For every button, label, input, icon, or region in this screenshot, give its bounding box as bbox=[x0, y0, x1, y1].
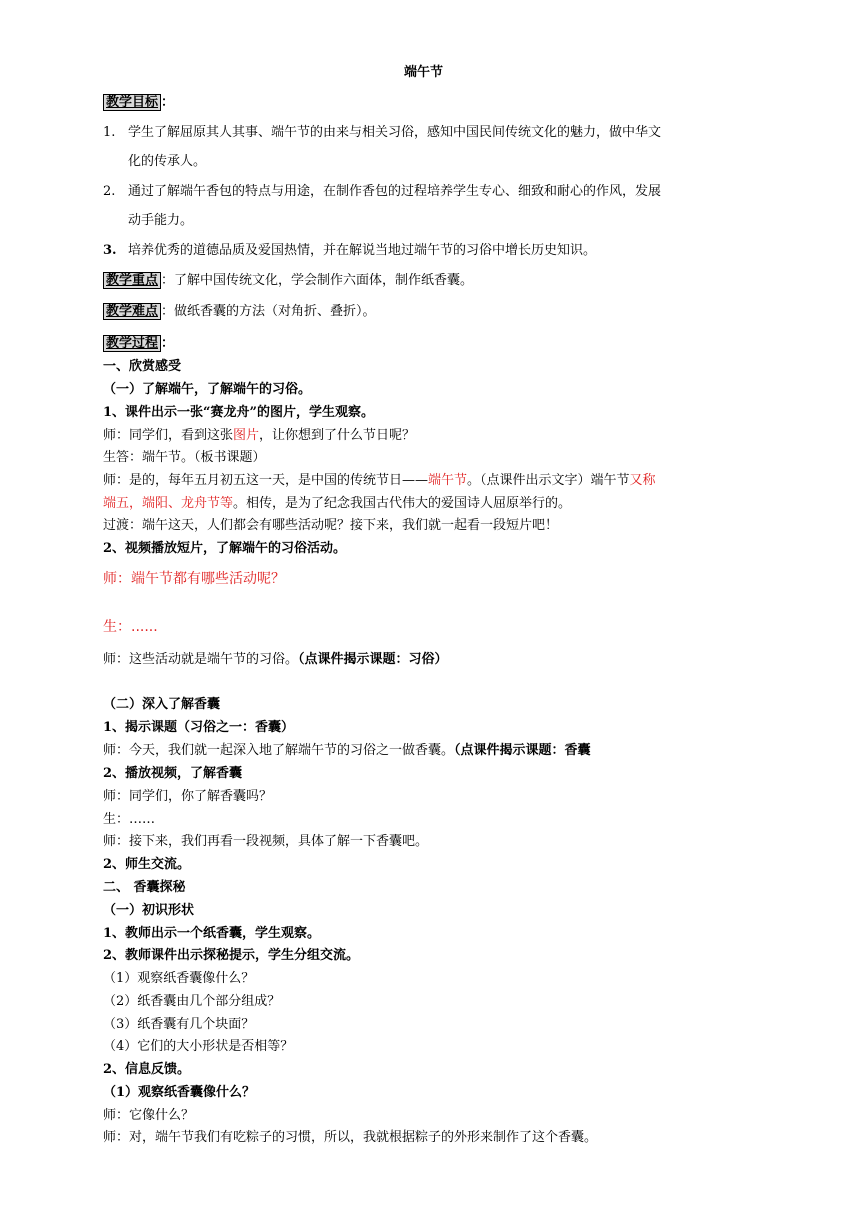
objective-1-line1: 学生了解屈原其人其事、端午节的由来与相关习俗，感知中国民间传统文化的魅力，做中华文 bbox=[128, 125, 662, 140]
difficulty-label: 教学难点 bbox=[103, 303, 161, 320]
key-point-text: ：了解中国传统文化，学会制作六面体，制作纸香囊。 bbox=[161, 273, 474, 288]
question-3: （3）纸香囊有几个块面？ bbox=[103, 1017, 255, 1032]
question-2: （2）纸香囊由几个部分组成？ bbox=[103, 994, 281, 1009]
transition-line: 过渡：端午这天，人们都会有哪些活动呢？接下来，我们就一起看一段短片吧！ bbox=[103, 518, 559, 533]
step-1a1: 1、课件出示一张“赛龙舟”的图片，学生观察。 bbox=[103, 405, 375, 420]
dialogue-line-u4: 师：同学们，你了解香囊吗？ bbox=[103, 789, 273, 804]
page-title: 端午节 bbox=[404, 65, 444, 80]
key-point-label: 教学重点 bbox=[103, 272, 161, 289]
step-1b3: 2、师生交流。 bbox=[103, 857, 191, 872]
question-1: （1）观察纸香囊像什么？ bbox=[103, 971, 255, 986]
dialogue-line-3: 师：是的，每年五月初五这一天，是中国的传统节日——端午节。（点课件出示文字）端午节又称 bbox=[103, 473, 656, 488]
section-2a-heading: （一）初识形状 bbox=[103, 903, 195, 918]
key-point bbox=[103, 271, 473, 291]
objectives-heading: 教学目标 ： bbox=[103, 93, 174, 113]
step-1b1: 1、揭示课题（习俗之一：香囊） bbox=[103, 720, 295, 735]
dialogue-line-2: 生答：端午节。（板书课题） bbox=[103, 450, 266, 465]
process-label: 教学过程 bbox=[103, 335, 161, 352]
dialogue-line-v9: 师：它像什么？ bbox=[103, 1108, 195, 1123]
dialogue-line-v10: 师：对，端午节我们有吃粽子的习惯，所以，我就根据粽子的外形来制作了这个香囊。 bbox=[103, 1130, 598, 1145]
objective-3-line1: 培养优秀的道德品质及爱国热情，并在解说当地过端午节的习俗中增长历史知识。 bbox=[128, 243, 597, 258]
objective-1-line2: 化的传承人。 bbox=[128, 154, 207, 169]
dialogue-line-4: 端五，端阳、龙舟节等。相传，是为了纪念我国古代伟大的爱国诗人屈原举行的。 bbox=[103, 496, 572, 511]
process-heading: 教学过程 ： bbox=[103, 334, 174, 354]
step-2a2: 2、教师课件出示探秘提示，学生分组交流。 bbox=[103, 948, 360, 963]
section-1a-heading: （一）了解端午，了解端午的习俗。 bbox=[103, 382, 312, 397]
step-2a3: 2、信息反馈。 bbox=[103, 1062, 191, 1077]
step-1b2: 2、播放视频，了解香囊 bbox=[103, 766, 243, 781]
section-1-heading: 一、欣赏感受 bbox=[103, 359, 182, 374]
difficulty bbox=[103, 302, 376, 322]
step-2a1: 1、教师出示一个纸香囊，学生观察。 bbox=[103, 926, 321, 941]
objective-2-line1: 通过了解端午香包的特点与用途，在制作香包的过程培养学生专心、细致和耐心的作风，发展 bbox=[128, 184, 662, 199]
difficulty-text: ：做纸香囊的方法（对角折、叠折）。 bbox=[161, 304, 376, 319]
objective-1-number: 1. bbox=[103, 125, 116, 140]
dialogue-line-9: 师：这些活动就是端午节的习俗。（点课件揭示课题：习俗） bbox=[103, 652, 448, 667]
teacher-question: 师：端午节都有哪些活动呢？ bbox=[103, 571, 285, 587]
section-2-heading: 二、 香囊探秘 bbox=[103, 880, 186, 895]
question-4: （4）它们的大小形状是否相等？ bbox=[103, 1039, 294, 1054]
student-answer: 生：...... bbox=[103, 619, 158, 635]
step-1a2: 2、视频播放短片，了解端午的习俗活动。 bbox=[103, 541, 347, 556]
objective-2-line2: 动手能力。 bbox=[128, 213, 194, 228]
objective-3-number: 3. bbox=[103, 243, 117, 258]
dialogue-line-u6: 师：接下来，我们再看一段视频，具体了解一下香囊吧。 bbox=[103, 834, 429, 849]
dialogue-line-u2: 师：今天，我们就一起深入地了解端午节的习俗之一做香囊。（点课件揭示课题：香囊 bbox=[103, 743, 591, 758]
dialogue-line-u5: 生：…… bbox=[103, 812, 156, 827]
objectives-label: 教学目标 bbox=[103, 94, 161, 111]
dialogue-line-1: 师：同学们，看到这张图片，让你想到了什么节日呢？ bbox=[103, 428, 416, 443]
feedback-heading: （1）观察纸香囊像什么？ bbox=[103, 1085, 256, 1100]
objective-2-number: 2. bbox=[103, 184, 116, 199]
section-1b-heading: （二）深入了解香囊 bbox=[103, 697, 221, 712]
